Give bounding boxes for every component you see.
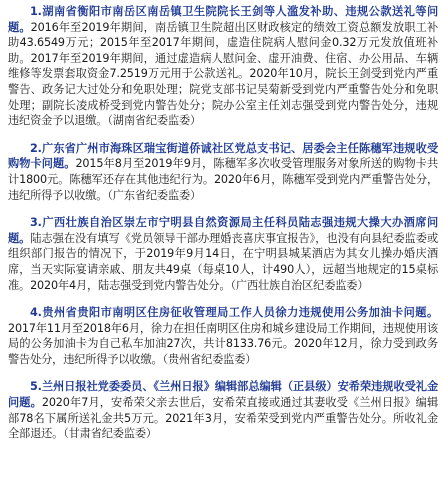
case-body: 2015年8月至2019年9月，陈穗军多次收受管理服务对象所送的购物卡共计1800元。陈穗军还存在其他违纪行为。2020年6月，陈穗军受到党内严重警告处分，违纪所得予以收缴。 bbox=[8, 157, 438, 202]
case-body: 陆志强在没有填写《党员领导干部办理婚丧喜庆事宜报告》，也没有向县纪委监委或组织部门报告的情况下，于2019年9月14日，在宁明县城某酒店为其女儿操办婚庆酒席，当天实际宴请亲戚、朋友共49桌（每桌10人，计490人），远超当地规定的15桌标准。2020年4月，陆志强受到党内警告处分。 bbox=[8, 231, 439, 292]
case-body: 2020年7月，安希荣父亲去世后，安希荣直接或通过其妻收受《兰州日报》编辑部78名下属所送礼金共5万元。2021年3月，安希荣受到党内严重警告处分。所收礼金全部退还。 bbox=[8, 396, 438, 441]
case-source: （贵州省纪委监委） bbox=[162, 352, 257, 366]
case-source: （广西壮族自治区纪委监委） bbox=[230, 278, 369, 292]
case-source: （广东省纪委监委） bbox=[107, 188, 202, 202]
case-body: 2016年至2019年期间，南岳镇卫生院超出区财政核定的绩效工资总额发放职工补助43.6549万元；2015年至2017年期间，虚造住院病人慰问金0.32万元发放值班补助。2017年至2019年期间，通过虚造病人慰问金、虚开油费、住宿、办公用品、车辆维修等发票套取资金7.2519万元用于公款送礼。2020年10月，院长王剑受到党内严重警告、政务记大过处分和免职处理；院党支部书记吴菊新受到党内严重警告处分和免职处理；副院长凌成桥受到党内警告处分；院办公室主任刘志强受到党内警告处分，违规违纪资金予以退缴。 bbox=[8, 20, 438, 128]
case-title: 1.湖南省衡阳市南岳区南岳镇卫生院院长王剑等人滥发补助、违规公款送礼等问题。 bbox=[8, 5, 438, 34]
case-source: （湖南省纪委监委） bbox=[107, 114, 202, 128]
case-title: 5.兰州日报社党委委员、《兰州日报》编辑部总编辑（正县级）安希荣违规收受礼金问题。 bbox=[8, 380, 438, 410]
case-source: （甘肃省纪委监委） bbox=[63, 427, 157, 441]
case-body: 2017年11月至2018年6月，徐力在担任南明区住房和城乡建设局工作期间，违规使用该局的公务加油卡为自己私车加油27次，共计8133.76元。2020年12月，徐力受到政务警告处分，违纪所得予以收缴。 bbox=[8, 321, 438, 366]
case-1 bbox=[8, 4, 438, 129]
case-2 bbox=[8, 141, 438, 203]
case-title: 2.广东省广州市海珠区瑞宝街道侨诚社区党总支书记、居委会主任陈穗军违规收受购物卡问题。 bbox=[8, 141, 438, 171]
case-3 bbox=[8, 215, 438, 293]
case-4 bbox=[8, 305, 438, 367]
case-title: 3.广西壮族自治区崇左市宁明县自然资源局主任科员陆志强违规大操大办酒席问题。 bbox=[8, 216, 438, 245]
case-title: 4.贵州省贵阳市南明区住房征收管理局工作人员徐力违规使用公务加油卡问题。 bbox=[30, 306, 438, 320]
case-5 bbox=[8, 379, 438, 441]
